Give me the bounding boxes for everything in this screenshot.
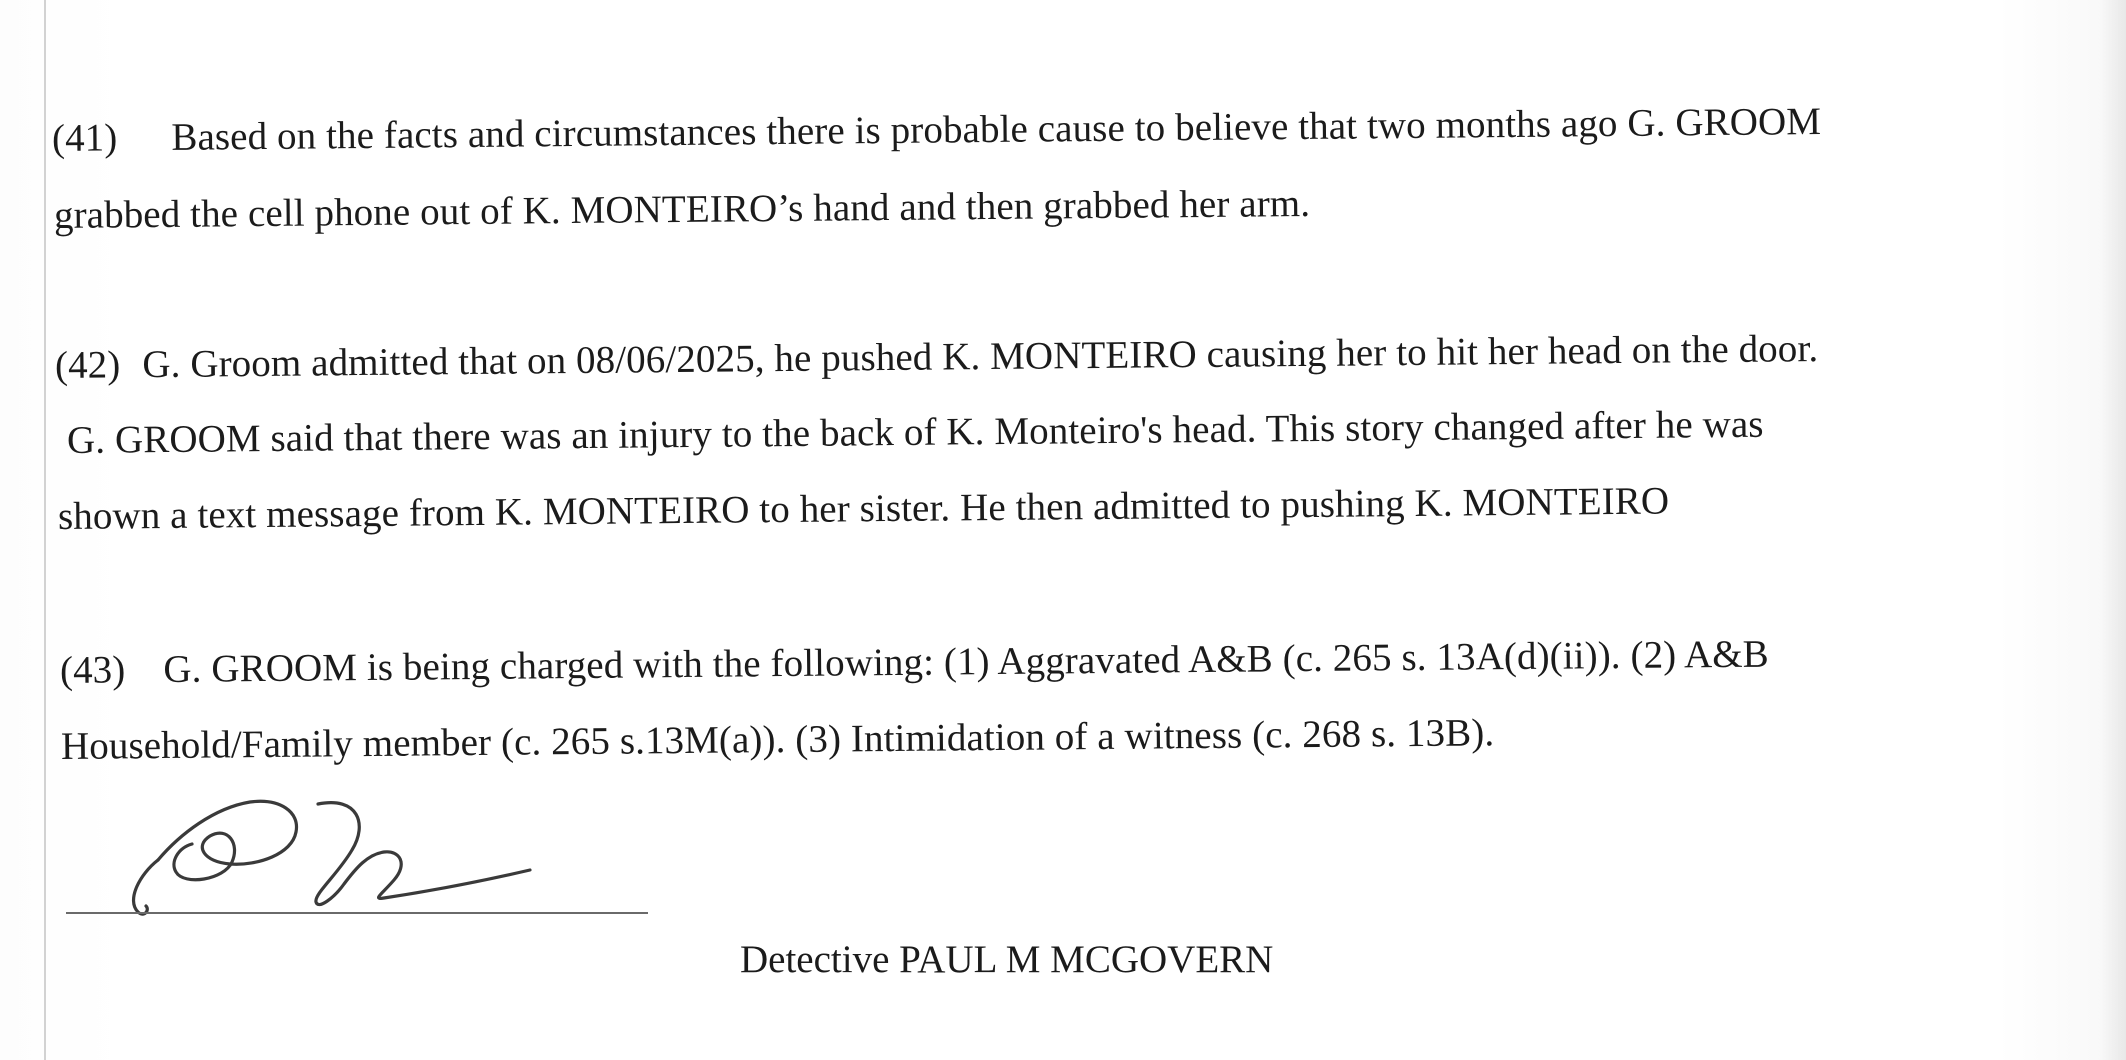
paragraph-42-line-3 <box>57 479 1670 538</box>
paragraph-43-line-2 <box>61 713 1495 766</box>
paragraph-42-text-1: G. Groom admitted that on 08/06/2025, he pushed K. MONTEIRO causing her to hit her head on the door. <box>142 327 1819 387</box>
paragraph-43-text-2: Household/Family member (c. 265 s.13M(a)). (3) Intimidation of a witness (c. 268 s. 13B). <box>60 711 1495 768</box>
page-right-shadow <box>2100 0 2126 1060</box>
paragraph-43-line-1 <box>59 632 1769 692</box>
paragraph-42-line-1 <box>55 329 1819 385</box>
paragraph-41-line-1 <box>52 102 1821 158</box>
page-left-border <box>44 0 46 1060</box>
handwritten-signature <box>118 782 548 922</box>
paragraph-number-43: (43) <box>59 648 126 692</box>
paragraph-number-41: (41) <box>51 116 118 160</box>
signature-line <box>66 912 648 914</box>
paragraph-43-text-1: G. GROOM is being charged with the following: (1) Aggravated A&B (c. 265 s. 13A(d)(ii)). (2) A&B <box>163 632 1769 692</box>
paragraph-42-line-2 <box>66 402 1764 462</box>
paragraph-41-line-2 <box>53 181 1311 237</box>
paragraph-number-42: (42) <box>54 343 121 387</box>
paragraph-41-text-1: Based on the facts and circumstances there is probable cause to believe that two months ago G. GROOM <box>171 100 1822 159</box>
paragraph-42-text-2: G. GROOM said that there was an injury to the back of K. Monteiro's head. This story changed after he was <box>66 402 1764 462</box>
paragraph-42-text-3: shown a text message from K. MONTEIRO to her sister. He then admitted to pushing K. MONTEIRO <box>57 479 1670 538</box>
paragraph-41-text-2: grabbed the cell phone out of K. MONTEIRO’s hand and then grabbed her arm. <box>53 181 1311 237</box>
signer-name: Detective PAUL M MCGOVERN <box>740 938 1274 981</box>
